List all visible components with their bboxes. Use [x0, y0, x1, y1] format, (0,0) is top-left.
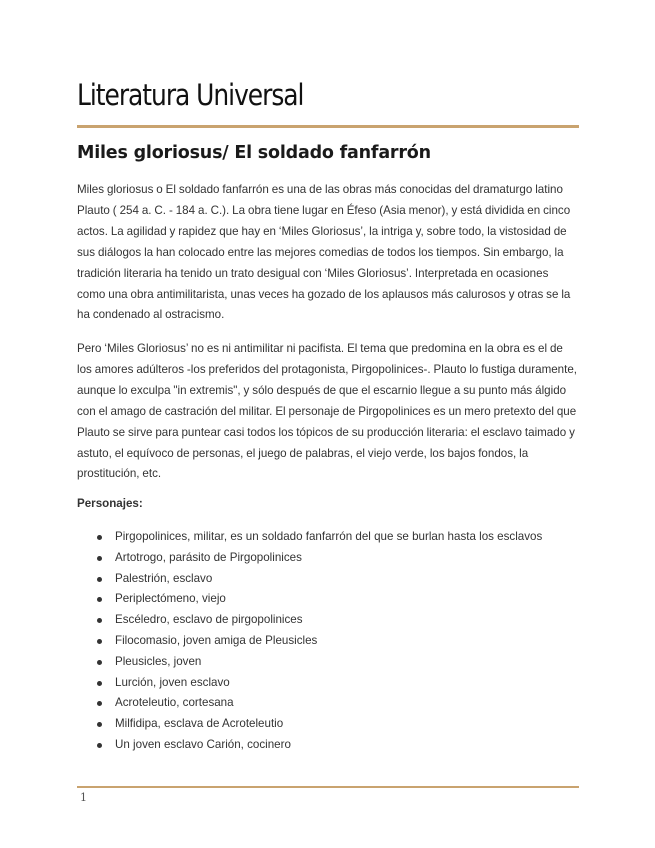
list-item	[77, 610, 542, 631]
list-item	[77, 548, 542, 569]
section-heading: Miles gloriosus/ El soldado fanfarrón	[77, 143, 431, 163]
bullet-icon	[97, 618, 102, 623]
page-number: 1	[80, 791, 87, 804]
bullet-icon	[97, 660, 102, 665]
bullet-icon	[97, 681, 102, 686]
list-item-text: Lurción, joven esclavo	[115, 675, 230, 689]
bullet-icon	[97, 577, 102, 582]
list-item	[77, 714, 542, 735]
bullet-icon	[97, 743, 102, 748]
list-item	[77, 673, 542, 694]
bullet-icon	[97, 597, 102, 602]
document-page	[77, 0, 579, 848]
list-item-text: Filocomasio, joven amiga de Pleusicles	[115, 633, 318, 647]
bullet-icon	[97, 535, 102, 540]
list-item-text: Escéledro, esclavo de pirgopolinices	[115, 613, 303, 627]
list-item	[77, 735, 542, 756]
list-item	[77, 693, 542, 714]
characters-list	[77, 527, 542, 756]
footer-divider	[77, 786, 579, 788]
list-item	[77, 527, 542, 548]
characters-label: Personajes:	[77, 497, 143, 510]
list-item	[77, 569, 542, 590]
bullet-icon	[97, 701, 102, 706]
list-item	[77, 652, 542, 673]
bullet-icon	[97, 556, 102, 561]
bullet-icon	[97, 722, 102, 727]
list-item	[77, 631, 542, 652]
list-item-text: Artotrogo, parásito de Pirgopolinices	[115, 550, 302, 564]
paragraph-intro: Miles gloriosus o El soldado fanfarrón es una de las obras más conocidas del dramaturgo latino Plauto ( 254 a. C. - 184 a. C.). La obra tiene lugar en Éfeso (Asia menor), y está dividida en cinco actos. La agilidad y rapidez que hay en ‘Miles Gloriosus’, la intriga y, sobre todo, la vistosidad de sus diálogos la han colocado entre las mejores comedias de todos los tiempos. Sin embargo, la tradición literaria ha tenido un trato desigual con ‘Miles Gloriosus’. Interpretada en ocasiones como una obra antimilitarista, unas veces ha gozado de los aplausos más calurosos y otras se la ha condenado al ostracismo.	[77, 183, 571, 322]
list-item-text: Acroteleutio, cortesana	[115, 696, 234, 710]
paragraph-analysis: Pero ‘Miles Gloriosus’ no es ni antimilitar ni pacifista. El tema que predomina en la obra es el de los amores adúlteros -los preferidos del protagonista, Pirgopolinices-. Plauto lo fustiga duramente, aunque lo exculpa "in extremis", y sólo después de que el escarnio llegue a su punto más álgido con el amago de castración del militar. El personaje de Pirgopolinices es un mero pretexto del que Plauto se sirve para puntear casi todos los tópicos de su producción literaria: el esclavo taimado y astuto, el equívoco de personas, el juego de palabras, el viejo verde, los bajos fondos, la prostitución, etc.	[77, 342, 578, 481]
list-item-text: Pleusicles, joven	[115, 654, 202, 668]
list-item-text: Pirgopolinices, militar, es un soldado fanfarrón del que se burlan hasta los esclavos	[115, 530, 543, 543]
list-item	[77, 589, 542, 610]
document-title: Literatura Universal	[77, 78, 304, 112]
list-item-text: Un joven esclavo Carión, cocinero	[115, 737, 291, 751]
list-item-text: Milfidipa, esclava de Acroteleutio	[115, 717, 284, 731]
list-item-text: Periplectómeno, viejo	[115, 592, 226, 606]
bullet-icon	[97, 639, 102, 644]
list-item-text: Palestrión, esclavo	[115, 571, 213, 585]
title-divider	[77, 125, 579, 128]
